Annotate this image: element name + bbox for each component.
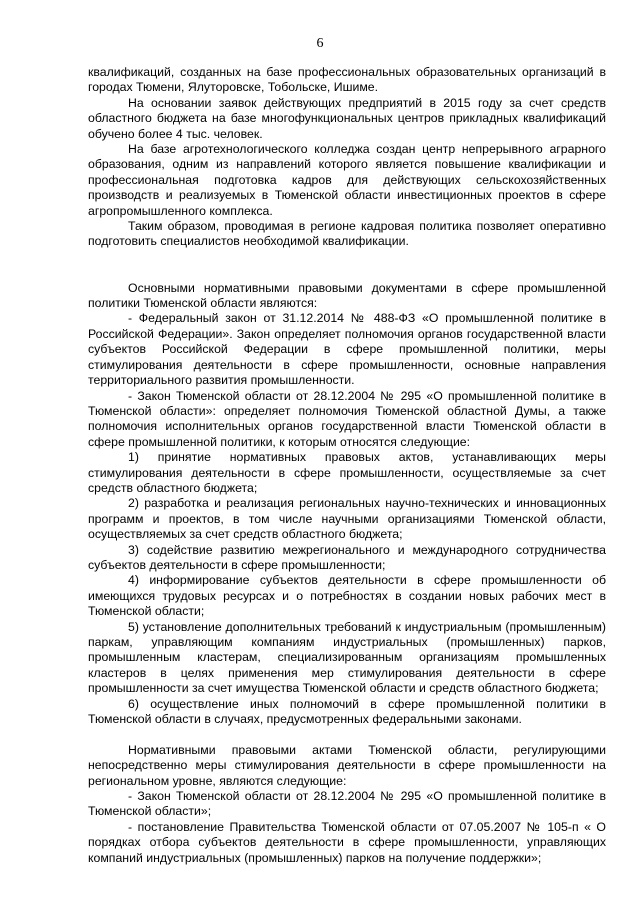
list-item: 4) информирование субъектов деятельности в сфере промышленности об имеющихся трудовых ресурсах и о потребностях в создании новых рабочих мест в Тюменской области;: [88, 573, 606, 619]
paragraph: На базе агротехнологического колледжа создан центр непрерывного аграрного образования, одним из направлений которого является повышение квалификации и профессиональная подготовка кадров для действующих сельскохозяйственных производств и реализуемых в Тюменской области инвестиционных проектов в сфере агропромышленного комплекса.: [88, 142, 606, 218]
list-item: 1) принятие нормативных правовых актов, устанавливающих меры стимулирования деятельности в сфере промышленности, осуществляемые за счет средств областного бюджета;: [88, 450, 606, 495]
list-item: 5) установление дополнительных требований к индустриальным (промышленным) паркам, управляющим компаниям индустриальных (промышленных) парков, промышленным кластерам, специализированным организациям промышленных кластеров в целях применения мер стимулирования деятельности в сфере промышленности за счет имущества Тюменской области и средств областного бюджета;: [88, 619, 606, 696]
document-body: [88, 65, 606, 866]
paragraph-gap: [88, 250, 606, 265]
list-item: 3) содействие развитию межрегионального и международного сотрудничества субъектов деятельности в сфере промышленности;: [88, 542, 606, 572]
list-item: 2) разработка и реализация региональных научно-технических и инновационных программ и проектов, в том числе научными организациями Тюменской области, осуществляемых за счет средств областного бюджета;: [88, 496, 606, 542]
paragraph: квалификаций, созданных на базе профессиональных образовательных организаций в городах Тюмени, Ялуторовске, Тобольске, Ишиме.: [88, 65, 606, 95]
paragraph: На основании заявок действующих предприятий в 2015 году за счет средств областного бюджета на базе многофункциональных центров прикладных квалификаций обучено более 4 тыс. человек.: [88, 95, 606, 141]
list-item: - постановление Правительства Тюменской области от 07.05.2007 № 105-п « О порядках отбора субъектов деятельности в сфере промышленности, управляющих компаний индустриальных (промышленных) парков на получение поддержки»;: [88, 819, 606, 865]
list-item: 6) осуществление иных полномочий в сфере промышленной политики в Тюменской области в случаях, предусмотренных федеральными законами.: [88, 696, 606, 727]
paragraph: Основными нормативными правовыми документами в сфере промышленной политики Тюменской области являются:: [88, 280, 606, 311]
paragraph-gap: [88, 727, 606, 742]
paragraph: Таким образом, проводимая в регионе кадровая политика позволяет оперативно подготовить специалистов необходимой квалификации.: [88, 219, 606, 249]
list-item: - Закон Тюменской области от 28.12.2004 № 295 «О промышленной политике в Тюменской области»;: [88, 789, 606, 819]
list-item: - Федеральный закон от 31.12.2014 № 488-ФЗ «О промышленной политике в Российской Федерации». Закон определяет полномочия органов государственной власти субъектов Российской Федерации в сфере промышленной политики, меры стимулирования деятельности в сфере промышленности, основные направления территориального развития промышленности.: [88, 311, 606, 388]
list-item: - Закон Тюменской области от 28.12.2004 № 295 «О промышленной политике в Тюменской области»: определяет полномочия Тюменской областной Думы, а также полномочия исполнительных органов государственной власти Тюменской области в сфере промышленной политики, к которым относятся следующие:: [88, 388, 606, 449]
paragraph-gap: [88, 265, 606, 280]
page-number: 6: [316, 36, 324, 51]
paragraph: Нормативными правовыми актами Тюменской области, регулирующими непосредственно меры стимулирования деятельности в сфере промышленности на региональном уровне, являются следующие:: [88, 742, 606, 788]
